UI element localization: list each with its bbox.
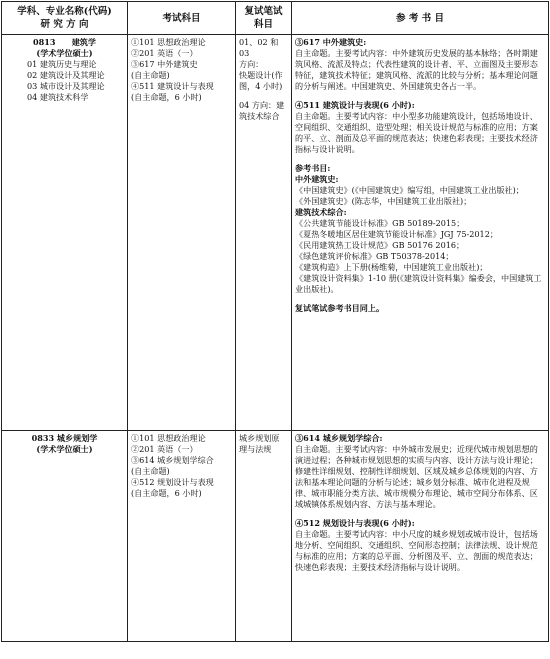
retest-cell: [236, 431, 292, 642]
subject-item: ②201 英语（一）: [131, 444, 198, 454]
reference-item: 《绿色建筑评价标准》GB T50378-2014；: [295, 251, 454, 261]
subject-item: ④512 规划设计与表现: [131, 477, 214, 487]
exam-subjects-cell: [128, 35, 236, 431]
section-text: 自主命题。主要考试内容：中外建筑历史发展的基本脉络；各时期建筑风格、流派及特点；代表性建筑的设计者、平、立面图及主要形态特征，建筑技术特征；建筑风格、流派的比较与分析；基本理论问题的分析与阐述。中国建筑史、外国建筑史各占一半。: [295, 48, 538, 91]
header-retest-subjects: 复试笔试 科目: [236, 2, 292, 35]
section-title: ④511 建筑设计与表现(6 小时):: [295, 100, 415, 110]
major-cell: [2, 35, 128, 431]
retest-line: 图，4 小时): [239, 81, 283, 91]
header-row: [2, 2, 549, 35]
subject-item: ③614 城乡规划学综合: [131, 455, 214, 465]
reference-group-title: 中外建筑史:: [295, 174, 339, 184]
subject-item: ②201 英语（一）: [131, 48, 198, 58]
subject-item: (自主命题): [131, 70, 170, 80]
reference-group-title: 建筑技术综合:: [295, 207, 347, 217]
table-row: [2, 35, 549, 431]
table-row: [2, 431, 549, 642]
retest-line: 04 方向：建: [239, 100, 285, 110]
reference-item: 《中国建筑史》(《中国建筑史》编写组，中国建筑工业出版社)；: [295, 185, 524, 195]
retest-line: 快题设计(作: [239, 70, 283, 80]
subject-item: (自主命题): [131, 466, 170, 476]
spacer: [295, 155, 545, 163]
spacer: [295, 92, 545, 100]
reference-item: 《建筑设计资料集》1-10 册(《建筑设计资料集》编委会，中国建筑工业出版社)。: [295, 273, 542, 294]
subject-item: ③617 中外建筑史: [131, 59, 198, 69]
retest-line: 筑技术综合: [239, 111, 280, 121]
spacer: [295, 510, 545, 518]
section-text: 自主命题。主要考试内容：中小型多功能建筑设计，包括场地设计、空间组织、交通组织、造型处理；相关设计规范与标准的应用；方案的平、立、剖面及总平面的规范表达；快速色彩表现；主要技术经济指标与设计说明。: [295, 111, 538, 154]
exam-subjects-cell: [128, 431, 236, 642]
direction-item: 02 建筑设计及其理论: [27, 70, 105, 80]
retest-line: 城乡规划原: [239, 433, 280, 443]
header-exam-subjects: 考试科目: [128, 2, 236, 35]
major-code: 0813 建筑学: [33, 37, 96, 47]
direction-item: 01 建筑历史与理论: [27, 59, 97, 69]
references-cell: [292, 431, 549, 642]
subject-item: ①101 思想政治理论: [131, 433, 206, 443]
reference-item: 《外国建筑史》(陈志华，中国建筑工业出版社)；: [295, 196, 472, 206]
major-code: 0833 城乡规划学: [31, 433, 98, 443]
section-text: 自主命题。主要考试内容：中小尺度的城乡规划或城市设计，包括场地分析、空间组织、交通组织、空间形态控制；法律法规、设计规范与标准的应用；方案的总平面、分析图及平、立、剖面的规范表达；快速色彩表现；主要技术经济指标与设计说明。: [295, 529, 538, 572]
header-references: 参 考 书 目: [292, 2, 549, 35]
retest-line: 理与法规: [239, 444, 272, 454]
header-major: 学科、专业名称(代码) 研 究 方 向: [2, 2, 128, 35]
reference-item: 《民用建筑热工设计规范》GB 50176 2016；: [295, 240, 465, 250]
major-cell: [2, 431, 128, 642]
reference-heading: 参考书目:: [295, 163, 331, 173]
subject-item: ①101 思想政治理论: [131, 37, 206, 47]
section-title: ③617 中外建筑史:: [295, 37, 367, 47]
degree-type: (学术学位硕士): [36, 48, 93, 58]
retest-reference-note: 复试笔试参考书目同上。: [295, 303, 385, 313]
section-title: ④512 规划设计与表现(6 小时):: [295, 518, 415, 528]
spacer: [239, 92, 288, 100]
references-cell: [292, 35, 549, 431]
retest-line: 方向：: [239, 59, 264, 69]
direction-item: 03 城市设计及其理论: [27, 81, 105, 91]
subject-item: (自主命题，6 小时): [131, 92, 202, 102]
section-text: 自主命题。主要考试内容：中外城市发展史；近现代城市规划思想的演进过程；各种城市规划思想的实质与内容、设计方法与设计理论；修建性详细规划、控制性详细规划、区域及城乡总体规划的内容、方法和基本理论问题的分析与论述；城乡划分标准、城市化进程及规律、城市职能分类方法、城市规模分布理论、城市空间分布体系、区域城镇体系规划内容、方法与基本理论。: [295, 444, 538, 509]
reference-item: 《公共建筑节能设计标准》GB 50189-2015；: [295, 218, 465, 228]
catalog-table: [1, 1, 549, 642]
spacer: [295, 295, 545, 303]
reference-item: 《建筑构造》上下册(杨维菊，中国建筑工业出版社)；: [295, 262, 488, 272]
direction-item: 04 建筑技术科学: [27, 92, 89, 102]
retest-line: 01、02 和 03: [239, 37, 279, 58]
subject-item: (自主命题，6 小时): [131, 488, 202, 498]
subject-item: ④511 建筑设计与表现: [131, 81, 214, 91]
reference-item: 《夏热冬暖地区居住建筑节能设计标准》JGJ 75-2012；: [295, 229, 498, 239]
section-title: ③614 城乡规划学综合:: [295, 433, 383, 443]
degree-type: (学术学位硕士): [36, 444, 93, 454]
retest-cell: [236, 35, 292, 431]
